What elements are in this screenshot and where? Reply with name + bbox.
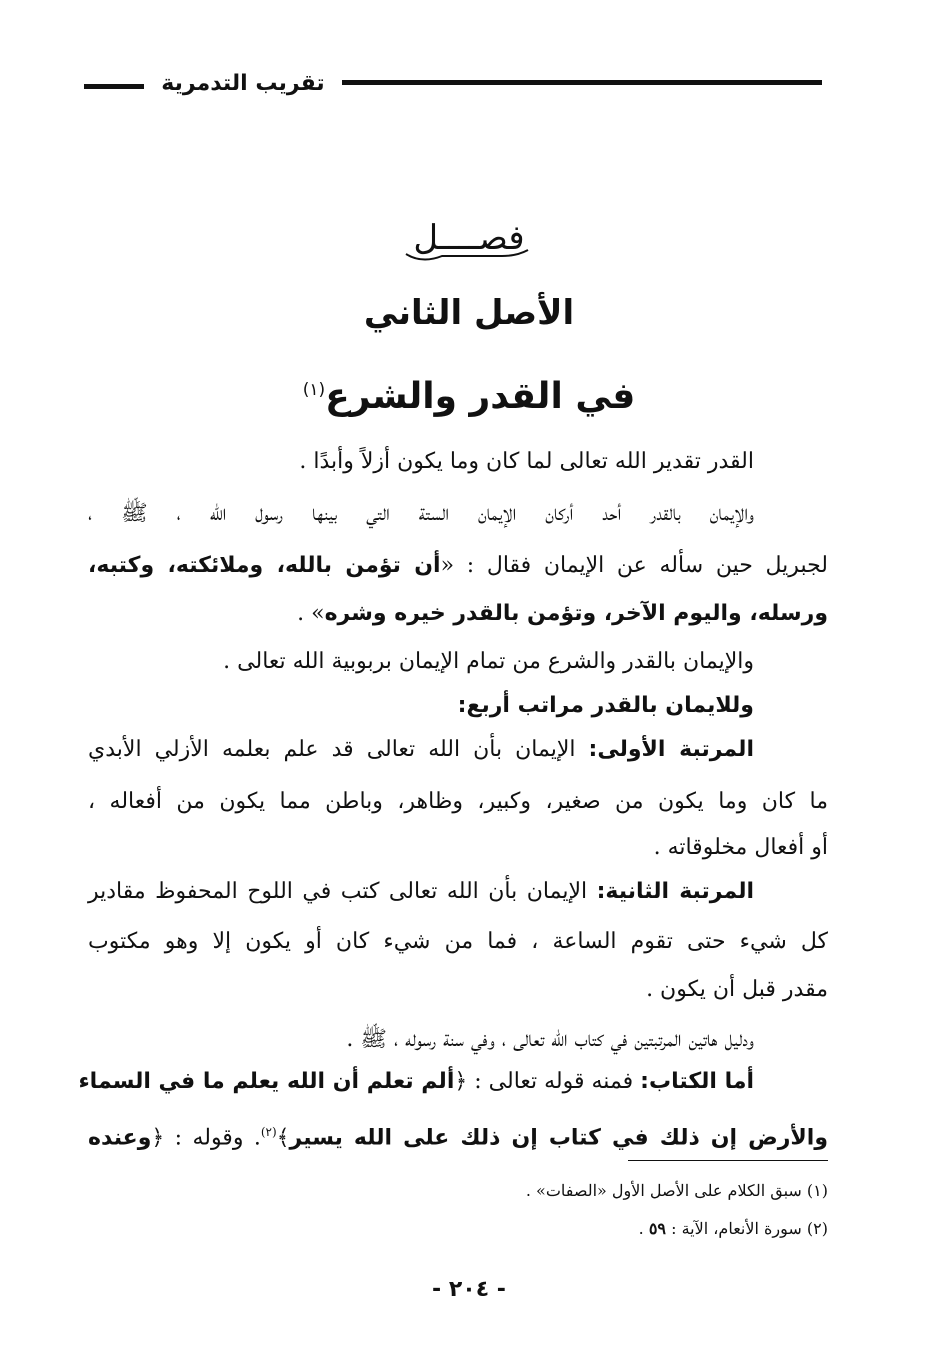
body-line-11: كل شيء حتى تقوم الساعة ، فما من شيء كان أو يكون إلا وهو مكتوب bbox=[88, 929, 828, 954]
body-line-2: والإيمان بالقدر أحد أركان الإيمان الستة التي بينها رسول الله ، ﷺ ، bbox=[88, 501, 754, 526]
rank-2-line bbox=[88, 866, 754, 918]
footnote-1: (١) سبق الكلام على الأصل الأول «الصفات» . bbox=[525, 1181, 828, 1200]
body-line-3 bbox=[88, 540, 828, 592]
body-line-13: ودليل هاتين المرتبتين في كتاب الله تعالى ، وفي سنة رسوله ، ﷺ . bbox=[346, 1027, 754, 1052]
chapter-subtitle-text: في القدر والشرع bbox=[325, 376, 636, 417]
footnote-ref-1: (١) bbox=[302, 380, 326, 400]
body-line-8: ما كان وما يكون من صغير، وكبير، وظاهر، وباطن مما يكون من أفعاله ، bbox=[88, 789, 828, 814]
footnote-2-text: (٢) سورة الأنعام، الآية : bbox=[666, 1219, 828, 1238]
header-rule-right bbox=[342, 80, 822, 85]
footnote-ref-2: (٢) bbox=[260, 1125, 277, 1139]
book-evidence-label: أما الكتاب: bbox=[640, 1069, 754, 1094]
footnote-2-verse-number: ٥٩ bbox=[648, 1219, 667, 1238]
quran-verse-end: والأرض إن ذلك في كتاب إن ذلك على الله يسير bbox=[289, 1125, 829, 1151]
chapter-title: الأصل الثاني bbox=[363, 293, 575, 333]
body-line-3-text: لجبريل حين سأله عن الإيمان فقال : « bbox=[440, 553, 828, 578]
footnote-2 bbox=[88, 1214, 828, 1244]
hadith-quote-start: أن تؤمن بالله، وملائكته، وكتبه، bbox=[88, 553, 441, 578]
rank-1-label: المرتبة الأولى: bbox=[588, 737, 754, 762]
next-verse-intro: . وقوله : ﴿ bbox=[151, 1125, 261, 1151]
hadith-quote-end: ورسله، واليوم الآخر، وتؤمن بالقدر خيره وشره bbox=[324, 601, 828, 626]
next-verse-start: وعنده bbox=[88, 1125, 152, 1151]
ranks-heading-text: وللايمان بالقدر مراتب أربع: bbox=[457, 693, 754, 718]
body-line-12: مقدر قبل أن يكون . bbox=[646, 977, 828, 1002]
body-line-4 bbox=[88, 588, 828, 640]
body-line-1: القدر تقدير الله تعالى لما كان وما يكون أزلاً وأبدًا . bbox=[299, 449, 754, 474]
page-number: - ٢٠٤ - bbox=[432, 1277, 506, 1302]
book-evidence-line bbox=[78, 1056, 754, 1108]
quran-close-bracket: ﴾ bbox=[276, 1125, 290, 1151]
rank-1-text: الإيمان بأن الله تعالى قد علم بعلمه الأزلي الأبدي bbox=[88, 737, 589, 762]
running-title: تقريب التدمرية bbox=[161, 71, 325, 96]
footnote-separator bbox=[628, 1160, 828, 1161]
quran-verse-start: ألم تعلم أن الله يعلم ما في السماء bbox=[78, 1069, 455, 1094]
book-evidence-intro: فمنه قوله تعالى : ﴿ bbox=[454, 1069, 641, 1094]
body-line-15 bbox=[88, 1106, 828, 1164]
rank-1-line bbox=[88, 724, 754, 776]
section-ornament-fasl: فصــــل bbox=[413, 218, 525, 258]
chapter-subtitle bbox=[0, 362, 938, 425]
header-rule-left bbox=[84, 84, 144, 89]
footnote-2-end: . bbox=[638, 1219, 649, 1238]
fasl-swash-ornament bbox=[402, 246, 532, 264]
rank-2-label: المرتبة الثانية: bbox=[596, 879, 755, 904]
body-line-5: والإيمان بالقدر والشرع من تمام الإيمان بربوبية الله تعالى . bbox=[223, 649, 754, 674]
body-line-4-close: » . bbox=[297, 601, 325, 626]
rank-2-text: الإيمان بأن الله تعالى كتب في اللوح المحفوظ مقادير bbox=[88, 879, 597, 904]
body-line-9: أو أفعال مخلوقاته . bbox=[653, 835, 828, 860]
